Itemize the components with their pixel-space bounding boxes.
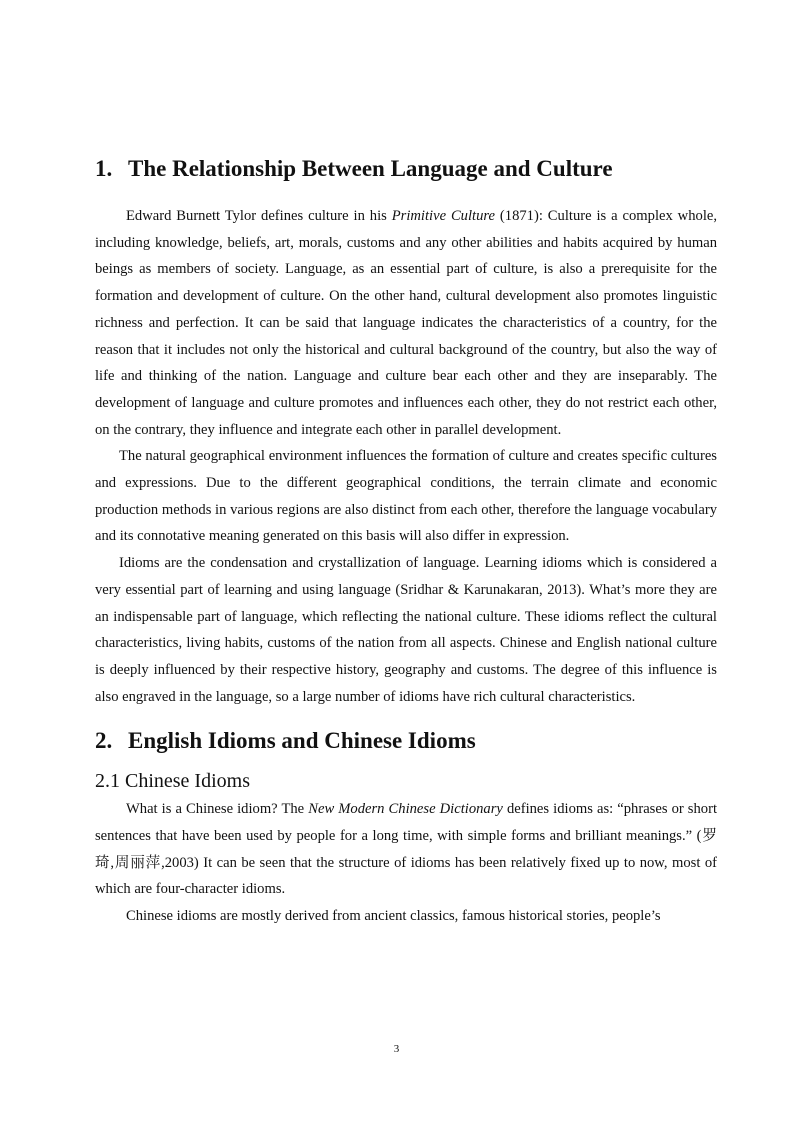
paragraph-text: (1871): Culture is a complex whole, including knowledge, beliefs, art, morals, customs and any other abilities and habits acquired by human beings as members of society. Language, as an essential part of culture, is also a prerequisite for the formation and development of culture. On the other hand, cultural development also promotes linguistic richness and perfection. It can be said that language indicates the characteristics of a country, for the reason that it includes not only the historical and cultural background of the country, but also the way of life and thinking of the nation. Language and culture bear each other and they are inseparably. The development of language and culture promotes and influences each other, they do not restrict each other, on the contrary, they influence and integrate each other in parallel development. (95, 208, 717, 438)
section-2-title: English Idioms and Chinese Idioms (128, 728, 476, 754)
page-body (95, 150, 717, 930)
section-2-heading (95, 726, 717, 756)
section-1-title: The Relationship Between Language and Culture (128, 156, 613, 181)
paragraph-text: What is a Chinese idiom? The (126, 801, 309, 818)
paragraph-text: Edward Burnett Tylor defines culture in his (126, 208, 392, 224)
subsection-2-1-heading: 2.1 Chinese Idioms (95, 770, 250, 793)
section-1-paragraph-3: Idioms are the condensation and crystallization of language. Learning idioms which is considered a very essential part of learning and using language (Sridhar & Karunakaran, 2013). What’s more they are an indispensable part of language, which reflecting the national culture. These idioms reflect the cultural characteristics, living habits, customs of the nation from all aspects. Chinese and English national culture is deeply influenced by their respective history, geography and customs. The degree of this influence is also engraved in the language, so a large number of idioms have rich cultural characteristics. (95, 555, 717, 705)
dictionary-title: New Modern Chinese Dictionary (308, 801, 503, 818)
paragraph-text: defines idioms as: “phrases or short sentences that have been used by people for a long time, with simple forms and brilliant meanings.” (罗琦,周丽萍,2003) It can be seen that the structure of idioms has been relatively fixed up to now, most of which are four-character idioms. (95, 801, 717, 898)
subsection-2-1-paragraph-2: Chinese idioms are mostly derived from ancient classics, famous historical stories, people’s (126, 908, 661, 925)
section-2-number: 2. (95, 728, 113, 754)
section-1-paragraph-1 (95, 203, 717, 443)
section-1-number: 1. (95, 156, 113, 181)
section-1-heading (95, 154, 717, 184)
subsection-2-1-paragraph-1 (95, 796, 717, 903)
book-title: Primitive Culture (391, 208, 496, 224)
page-number: 3 (393, 1043, 400, 1055)
section-1-paragraph-2: The natural geographical environment influences the formation of culture and creates specific cultures and expressions. Due to the different geographical conditions, the terrain climate and economic production methods in various regions are also distinct from each other, therefore the language vocabulary and its connotative meaning generated on this basis will also differ in expression. (95, 448, 717, 545)
